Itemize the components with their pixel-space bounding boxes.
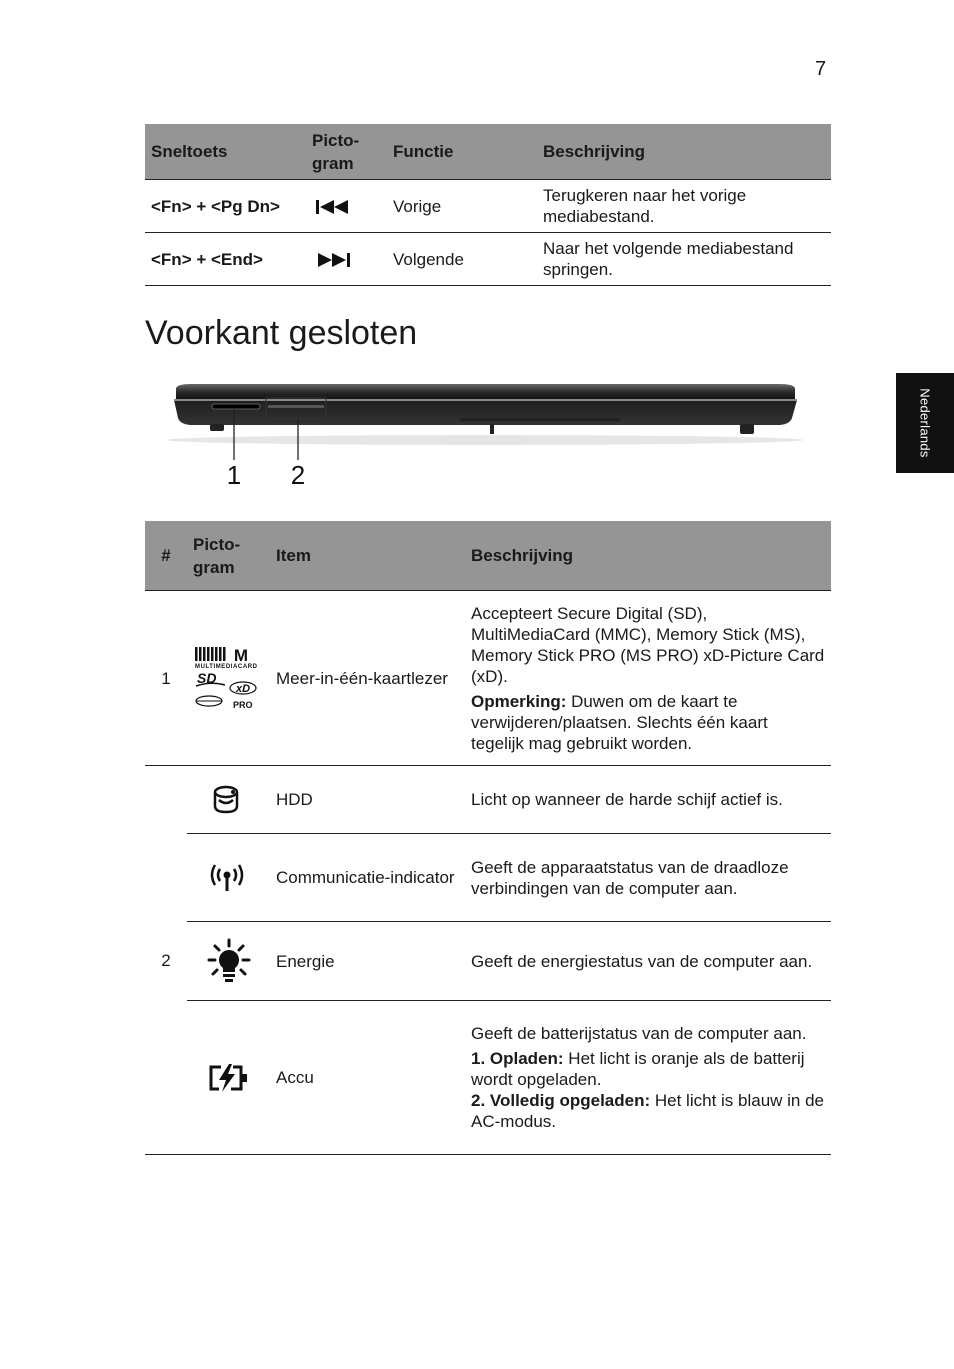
item-table bbox=[145, 521, 831, 1155]
note-text: Duwen om de kaart te verwijderen/plaatsen. Slechts één kaart tegelijk mag gebruikt worden. bbox=[471, 691, 768, 753]
sd-logo-text: SD bbox=[197, 670, 217, 686]
table-row bbox=[145, 233, 831, 286]
item-description: Licht op wanneer de harde schijf actief is. bbox=[465, 766, 831, 834]
hotkey-function: Volgende bbox=[387, 233, 537, 286]
hotkey-table bbox=[145, 124, 831, 286]
xd-logo-text: xD bbox=[235, 683, 251, 695]
side-tab-label: Nederlands bbox=[917, 388, 933, 458]
hotkey-function: Vorige bbox=[387, 180, 537, 233]
previous-track-icon bbox=[314, 198, 354, 216]
language-side-tab bbox=[896, 373, 954, 473]
item-name: Meer-in-één-kaartlezer bbox=[270, 591, 465, 766]
header-number: # bbox=[145, 521, 187, 591]
header-pictogram: Picto- gram bbox=[306, 124, 387, 180]
pro-logo-text: PRO bbox=[233, 700, 253, 710]
table-row bbox=[145, 834, 831, 922]
table-row bbox=[145, 766, 831, 834]
hotkey-description: Terugkeren naar het vorige mediabestand. bbox=[537, 180, 831, 233]
callout-2: 2 bbox=[290, 460, 306, 490]
callout-1: 1 bbox=[226, 460, 242, 490]
memory-stick-logo-text: M bbox=[233, 646, 249, 665]
row-number: 2 bbox=[145, 766, 187, 1155]
item-description: Accepteert Secure Digital (SD), MultiMediaCard (MMC), Memory Stick (MS), Memory Stick PRO (MS PRO) xD-Picture Card (xD). bbox=[471, 603, 825, 686]
header-description: Beschrijving bbox=[465, 521, 831, 591]
header-pictogram: Picto- gram bbox=[187, 521, 270, 591]
hotkey-table-header bbox=[145, 124, 831, 180]
hotkey-combo: <Fn> + <Pg Dn> bbox=[145, 180, 306, 233]
header-item: Item bbox=[270, 521, 465, 591]
item-name: Communicatie-indicator bbox=[270, 834, 465, 922]
header-function: Functie bbox=[387, 124, 537, 180]
battery-charge-icon bbox=[207, 1063, 251, 1093]
table-row bbox=[145, 922, 831, 1001]
hotkey-description: Naar het volgende mediabestand springen. bbox=[537, 233, 831, 286]
table-row bbox=[145, 180, 831, 233]
status-label-charged: 2. Volledig opgeladen: bbox=[471, 1091, 651, 1110]
item-table-header bbox=[145, 521, 831, 591]
power-light-icon bbox=[207, 938, 251, 984]
header-description: Beschrijving bbox=[537, 124, 831, 180]
item-description: Geeft de energiestatus van de computer aan. bbox=[465, 922, 831, 1001]
item-name: Accu bbox=[270, 1001, 465, 1155]
status-text-charged: Het licht is blauw in de AC-modus. bbox=[471, 1091, 825, 1131]
header-hotkey: Sneltoets bbox=[145, 124, 306, 180]
hotkey-combo: <Fn> + <End> bbox=[145, 233, 306, 286]
page-number: 7 bbox=[815, 58, 827, 80]
status-label-charging: 1. Opladen: bbox=[471, 1049, 564, 1068]
note-label: Opmerking: bbox=[471, 691, 567, 711]
item-name: Energie bbox=[270, 922, 465, 1001]
card-reader-logos-icon bbox=[193, 645, 259, 711]
hdd-icon bbox=[211, 784, 241, 816]
wireless-icon bbox=[207, 863, 247, 893]
next-track-icon bbox=[314, 251, 354, 269]
table-row bbox=[145, 591, 831, 766]
section-title: Voorkant gesloten bbox=[145, 314, 418, 352]
mmc-logo-text: MULTIMEDIACARD bbox=[195, 664, 257, 670]
table-row bbox=[145, 1001, 831, 1155]
row-number: 1 bbox=[145, 591, 187, 766]
laptop-front-illustration bbox=[160, 378, 810, 508]
item-description: Geeft de apparaatstatus van de draadloze verbindingen van de computer aan. bbox=[465, 834, 831, 922]
item-name: HDD bbox=[270, 766, 465, 834]
item-description: Geeft de batterijstatus van de computer aan. bbox=[471, 1024, 807, 1043]
status-text-charging: Het licht is oranje als de batterij wordt opgeladen. bbox=[471, 1049, 805, 1089]
